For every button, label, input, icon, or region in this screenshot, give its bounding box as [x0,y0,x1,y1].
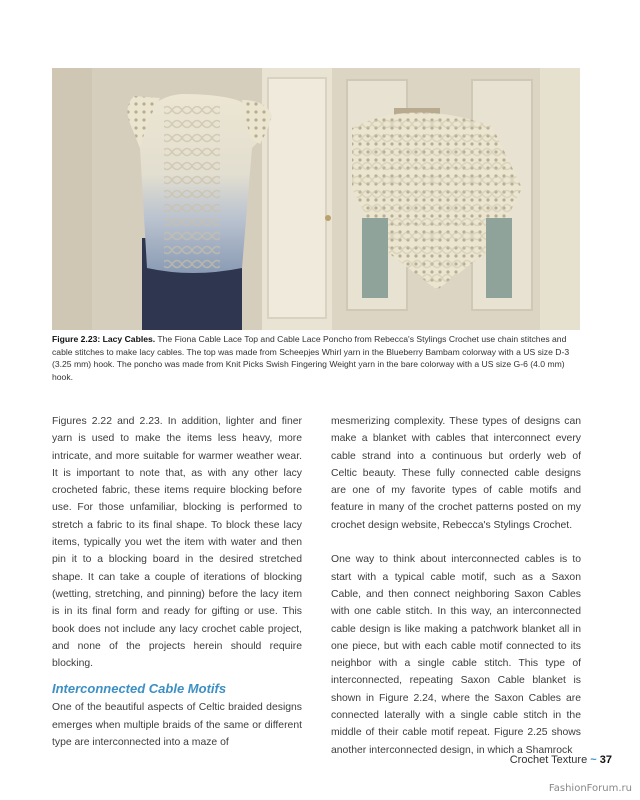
page-footer [510,754,612,766]
left-paragraph-2: One of the beautiful aspects of Celtic braided designs emerges when multiple braids of the same or different type are interconnected into a maze of [52,702,302,749]
right-paragraph-2: One way to think about interconnected cables is to start with a typical cable motif, such as a Saxon Cable, and then connect neighboring Saxon Cables with one cable stitch. In this way, an interconnected cable design is like making a patchwork blanket all in one piece, but with each cable motif connected to its neighbor with a single cable stitch. This type of interconnected, repeating Saxon Cable blanket is shown in Figure 2.24, where the Saxon Cables are connected laterally with a single cable stitch in the middle of their cable motif repeat. Figure 2.25 shows another interconnected design, in which a Shamrock [331,554,581,756]
left-column [52,413,302,751]
right-column [331,413,581,759]
figure-label: Figure 2.23: Lacy Cables. [52,334,156,344]
footer-separator: ~ [590,754,597,766]
right-paragraph-1: mesmerizing complexity. These types of designs can make a blanket with cables that interconnect every cable strand into a continuous but orderly web of Celtic beauty. These fully connected cable designs are one of my favorite types of cable motifs and feature in many of the crochet patterns posted on my crochet design website, Rebecca's Stylings Crochet. [331,416,581,531]
left-paragraph-1: Figures 2.22 and 2.23. In addition, lighter and finer yarn is used to make the items less heavy, more intricate, and more suitable for warmer weather wear. It is important to note that, as with any other lacy crocheted fabric, these items require blocking before use. For those unfamiliar, blocking is performed to stretch a fabric to its final shape. To block these lacy items, typically you wet the item with water and then pin it to a blocking board in the desired stretched shape. It can take a couple of iterations of blocking (wetting, stretching, and pinning) before the lacy item is in its final form and ready for gifting or use. This book does not include any lacy crochet cable project, and none of the projects herein should require blocking. [52,416,302,670]
page-number: 37 [599,754,612,766]
figure-photo [52,68,580,330]
figure-caption-text: The Fiona Cable Lace Top and Cable Lace Poncho from Rebecca's Stylings Crochet use chain stitches and cable stitches to make lacy cables. The top was made from Scheepjes Whirl yarn in the Blueberry Bambam colorway with a US size D-3 (3.25 mm) hook. The poncho was made from Knit Picks Swish Fingering Weight yarn in the bare colorway with a US size G-6 (4.0 mm) hook. [52,334,570,382]
footer-title: Crochet Texture [509,754,588,766]
watermark: FashionForum.ru [548,783,632,794]
figure-caption [52,333,580,383]
section-heading: Interconnected Cable Motifs [52,681,227,697]
